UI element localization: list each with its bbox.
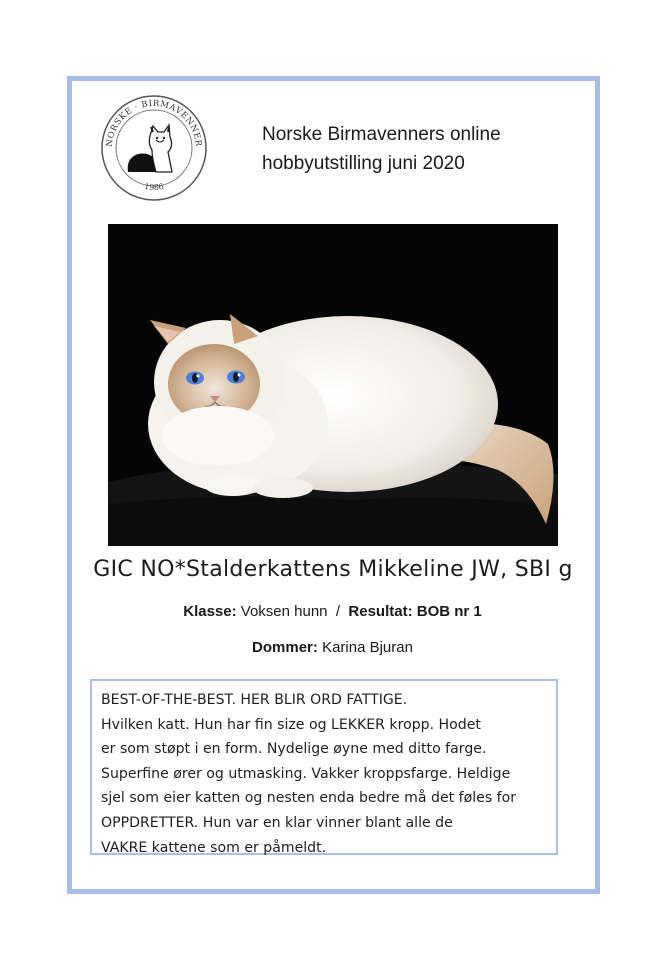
svg-text:1986 bbox=[144, 182, 165, 192]
judge-comment-box: BEST-OF-THE-BEST. HER BLIR ORD FATTIGE. Hvilken katt. Hun har fin size og LEKKER kropp. Hodet er som støpt i en form. Nydelige øyne med ditto farge. Superfine ører og utmasking. Vakker kroppsfarge. Heldige sjel som eier katten og nesten enda bedre må det føles for OPPDRETTER. Hun var en klar vinner blant alle de VAKRE kattene som er påmeldt. bbox=[90, 679, 558, 855]
exhibition-title-line-1: Norske Birmavenners online bbox=[262, 124, 501, 145]
judge-value: Karina Bjuran bbox=[322, 639, 413, 656]
logo-text-top: NORSKE · BIRMAVENNER bbox=[104, 98, 204, 148]
class-value: Voksen hunn bbox=[240, 603, 328, 620]
club-logo-emblem bbox=[98, 92, 210, 204]
cat-photo-image bbox=[108, 224, 558, 546]
logo-text-bottom: 1986 bbox=[143, 181, 165, 193]
judge-label: Dommer: bbox=[252, 639, 318, 656]
separator: / bbox=[335, 603, 341, 620]
result-label: Resultat: bbox=[348, 603, 413, 620]
exhibition-title-line-2: hobbyutstilling juni 2020 bbox=[262, 153, 465, 174]
judge-row bbox=[80, 639, 585, 656]
class-result-row bbox=[80, 603, 585, 620]
exhibition-title bbox=[262, 120, 562, 178]
cat-photo bbox=[108, 224, 558, 546]
result-value: BOB nr 1 bbox=[416, 603, 482, 620]
cat-name: GIC NO*Stalderkattens Mikkeline JW, SBI g bbox=[93, 557, 573, 582]
club-logo bbox=[98, 92, 210, 204]
class-label: Klasse: bbox=[183, 603, 237, 620]
